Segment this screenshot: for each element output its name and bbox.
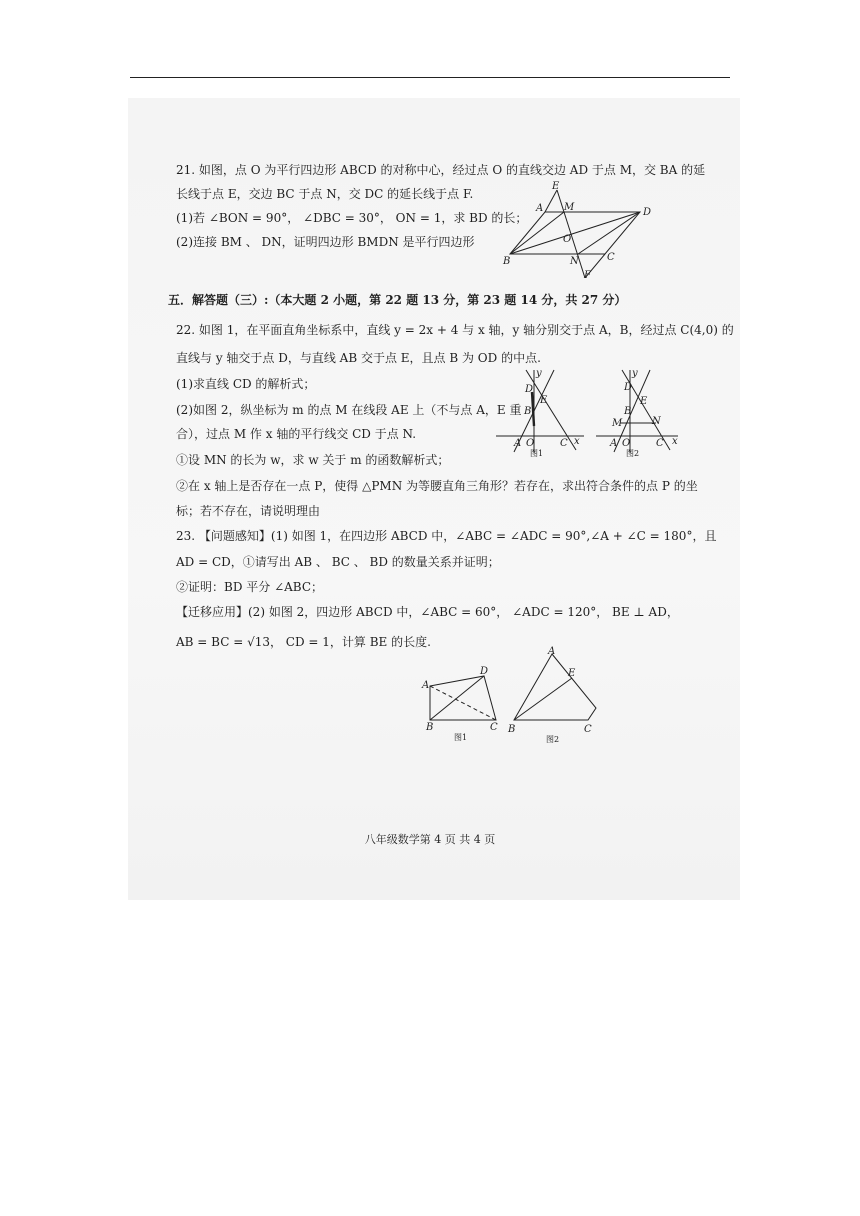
- q23-fig2-label-c: C: [584, 724, 592, 735]
- q22-line8: 标；若不存在，请说明理由: [176, 504, 321, 518]
- q23-fig1-label-d: D: [480, 666, 489, 677]
- q22-fig2-label-e: E: [640, 396, 648, 407]
- q22-line5: 合），过点 M 作 x 轴的平行线交 CD 于点 N.: [176, 427, 417, 441]
- q23-fig1-label-c: C: [490, 722, 498, 733]
- section5-heading: 五．解答题（三）:（本大题 2 小题，第 22 题 13 分，第 23 题 14 分，共 27 分）: [168, 293, 627, 307]
- q22-line4: (2)如图 2，纵坐标为 m 的点 M 在线段 AE 上（不与点 A，E 重: [176, 403, 522, 417]
- q21-label-a: A: [536, 203, 544, 214]
- q21-label-d: D: [643, 207, 652, 218]
- q22-figure1: [492, 366, 588, 458]
- q23-line1: 23. 【问题感知】(1) 如图 1，在四边形 ABCD 中，∠ABC = ∠ADC = 90°,∠A + ∠C = 180°，且: [176, 529, 717, 543]
- q21-line3: (1)若 ∠BON = 90°， ∠DBC = 30°， ON = 1，求 BD 的长；: [176, 211, 528, 225]
- q21-label-m: M: [564, 202, 575, 213]
- q22-fig2-label-b: B: [624, 406, 632, 417]
- q23-fig1-caption: 图1: [454, 733, 468, 742]
- q22-fig1-caption: 图1: [530, 449, 544, 458]
- q23-fig1-label-a: A: [422, 680, 430, 691]
- q22-fig1-label-b: B: [524, 406, 532, 417]
- q23-line2: AD = CD，①请写出 AB 、 BC 、 BD 的数量关系并证明；: [176, 555, 500, 569]
- q22-fig2-label-c: C: [656, 438, 664, 449]
- q22-fig1-label-e: E: [540, 395, 548, 406]
- q21-label-e: E: [552, 181, 560, 192]
- q21-label-n: N: [570, 256, 579, 267]
- q22-fig2-label-a: A: [610, 438, 618, 449]
- q21-line2: 长线于点 E，交边 BC 于点 N，交 DC 的延长线于点 F.: [176, 187, 474, 201]
- q22-fig2-label-n: N: [652, 416, 661, 427]
- q23-figure2: [506, 644, 608, 746]
- q22-fig2-caption: 图2: [626, 449, 640, 458]
- page-footer: 八年级数学第 4 页 共 4 页: [364, 833, 496, 846]
- q23-figure1: [420, 660, 506, 746]
- q23-fig2-caption: 图2: [546, 735, 560, 744]
- header-rule: [130, 77, 730, 78]
- q21-label-b: B: [503, 256, 511, 267]
- q22-fig1-label-o: O: [526, 438, 535, 449]
- q21-line1: 21. 如图，点 O 为平行四边形 ABCD 的对称中心，经过点 O 的直线交边 AD 于点 M，交 BA 的延: [176, 163, 706, 177]
- q22-line1: 22. 如图 1，在平面直角坐标系中，直线 y = 2x + 4 与 x 轴，y 轴分别交于点 A，B，经过点 C(4,0) 的: [176, 323, 734, 337]
- q22-fig2-label-d: D: [624, 382, 633, 393]
- q21-line4: (2)连接 BM 、 DN，证明四边形 BMDN 是平行四边形: [176, 235, 475, 249]
- q22-fig2-label-m: M: [612, 418, 623, 429]
- q22-fig1-label-d: D: [525, 384, 534, 395]
- q23-line3: ②证明：BD 平分 ∠ABC；: [176, 580, 324, 594]
- q22-line2: 直线与 y 轴交于点 D，与直线 AB 交于点 E，且点 B 为 OD 的中点.: [176, 351, 541, 365]
- q21-label-c: C: [607, 252, 615, 263]
- q22-line3: (1)求直线 CD 的解析式；: [176, 377, 316, 391]
- q22-fig1-label-x: x: [574, 436, 580, 447]
- q22-figure2: [594, 366, 682, 458]
- q22-line6: ①设 MN 的长为 w，求 w 关于 m 的函数解析式；: [176, 453, 450, 467]
- q22-fig2-label-o: O: [622, 438, 631, 449]
- q22-fig1-label-y: y: [536, 368, 542, 379]
- q23-line5: AB = BC = √13， CD = 1，计算 BE 的长度.: [176, 635, 431, 649]
- q23-fig1-label-b: B: [426, 722, 434, 733]
- q21-label-o: O: [563, 234, 572, 245]
- q22-fig2-label-x: x: [672, 436, 678, 447]
- q23-fig2-label-e: E: [568, 668, 576, 679]
- q21-figure: [500, 178, 660, 278]
- q21-label-f: F: [584, 270, 591, 278]
- q22-fig1-label-c: C: [560, 438, 568, 449]
- q22-fig2-label-y: y: [632, 368, 638, 379]
- q23-fig2-label-a: A: [548, 646, 556, 657]
- q22-fig1-label-a: A: [514, 438, 522, 449]
- q22-line7: ②在 x 轴上是否存在一点 P，使得 △PMN 为等腰直角三角形？若存在，求出符合条件的点 P 的坐: [176, 479, 698, 493]
- q23-fig2-label-b: B: [508, 724, 516, 735]
- q23-line4: 【迁移应用】(2) 如图 2，四边形 ABCD 中，∠ABC = 60°， ∠ADC = 120°， BE ⊥ AD，: [176, 605, 679, 619]
